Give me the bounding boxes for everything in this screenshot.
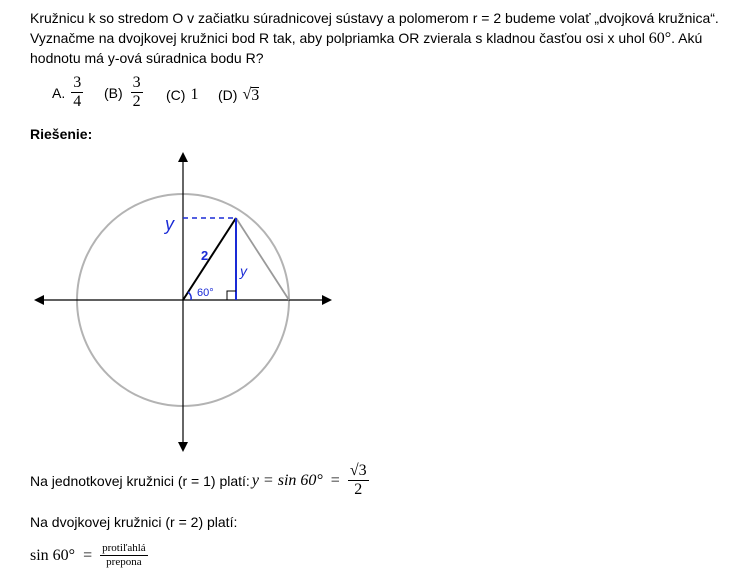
label-radius: 2 [201,248,209,263]
option-b [104,74,143,111]
sin-den: prepona [106,556,142,568]
option-b-num: 3 [132,74,141,91]
option-a [52,74,83,111]
problem-line-1: Kružnicu k so stredom O v začiatku súradnicovej sústavy a polomerom r = 2 budeme volať „dvojková kružnica“. [30,10,719,26]
option-c-value: 1 [190,86,199,103]
unit-eq-left: y = sin 60° [251,471,323,489]
sin-fraction [100,542,148,569]
problem-line-2-end: . Akú [671,30,703,46]
option-b-den: 2 [132,93,141,110]
problem-line-3: hodnotu má y-ová súradnica bodu R? [30,50,264,66]
sin-sign: = [83,546,93,564]
option-c-label: (C) [166,87,186,103]
label-y-side: y [240,263,247,279]
x-axis-right-arrow [322,295,332,305]
option-d-sqrt: √ [242,86,252,103]
problem-angle: 60° [648,30,672,47]
option-a-den: 4 [73,93,82,110]
option-d-label: (D) [218,87,238,103]
double-circle-text: Na dvojkovej kružnici (r = 2) platí: [30,514,238,530]
solution-heading: Riešenie: [30,126,93,142]
unit-circle-text: Na jednotkovej kružnici (r = 1) platí: [30,472,250,489]
label-angle: 60° [197,287,214,299]
y-axis-up-arrow [178,152,188,162]
option-b-label: (B) [104,84,123,101]
option-a-label: A. [52,84,66,101]
sin-relation [30,542,148,569]
option-c [166,86,198,104]
angle-arc [188,292,191,300]
x-axis-left-arrow [34,295,44,305]
unit-circle-diagram [28,148,348,460]
right-angle-mark [227,291,236,300]
sin-num: protiľahlá [102,542,146,554]
unit-num: √3 [349,462,367,479]
problem-line-2 [30,28,702,49]
y-axis-down-arrow [178,442,188,452]
option-d-value: 3 [251,86,260,104]
option-a-num: 3 [73,74,82,91]
unit-den: 2 [354,481,363,498]
problem-line-2-text: Vyznačme na dvojkovej kružnici bod R tak, aby polpriamka OR zvierala s kladnou časťou osi x uhol [30,30,649,46]
sin-left: sin 60° [30,546,76,564]
option-a-fraction [71,74,83,111]
option-b-fraction [131,74,143,111]
label-y-axis: y [165,214,174,234]
option-d [218,86,259,104]
unit-circle-relation [30,462,369,499]
unit-eq-sign: = [330,471,340,489]
unit-fraction [348,462,369,499]
